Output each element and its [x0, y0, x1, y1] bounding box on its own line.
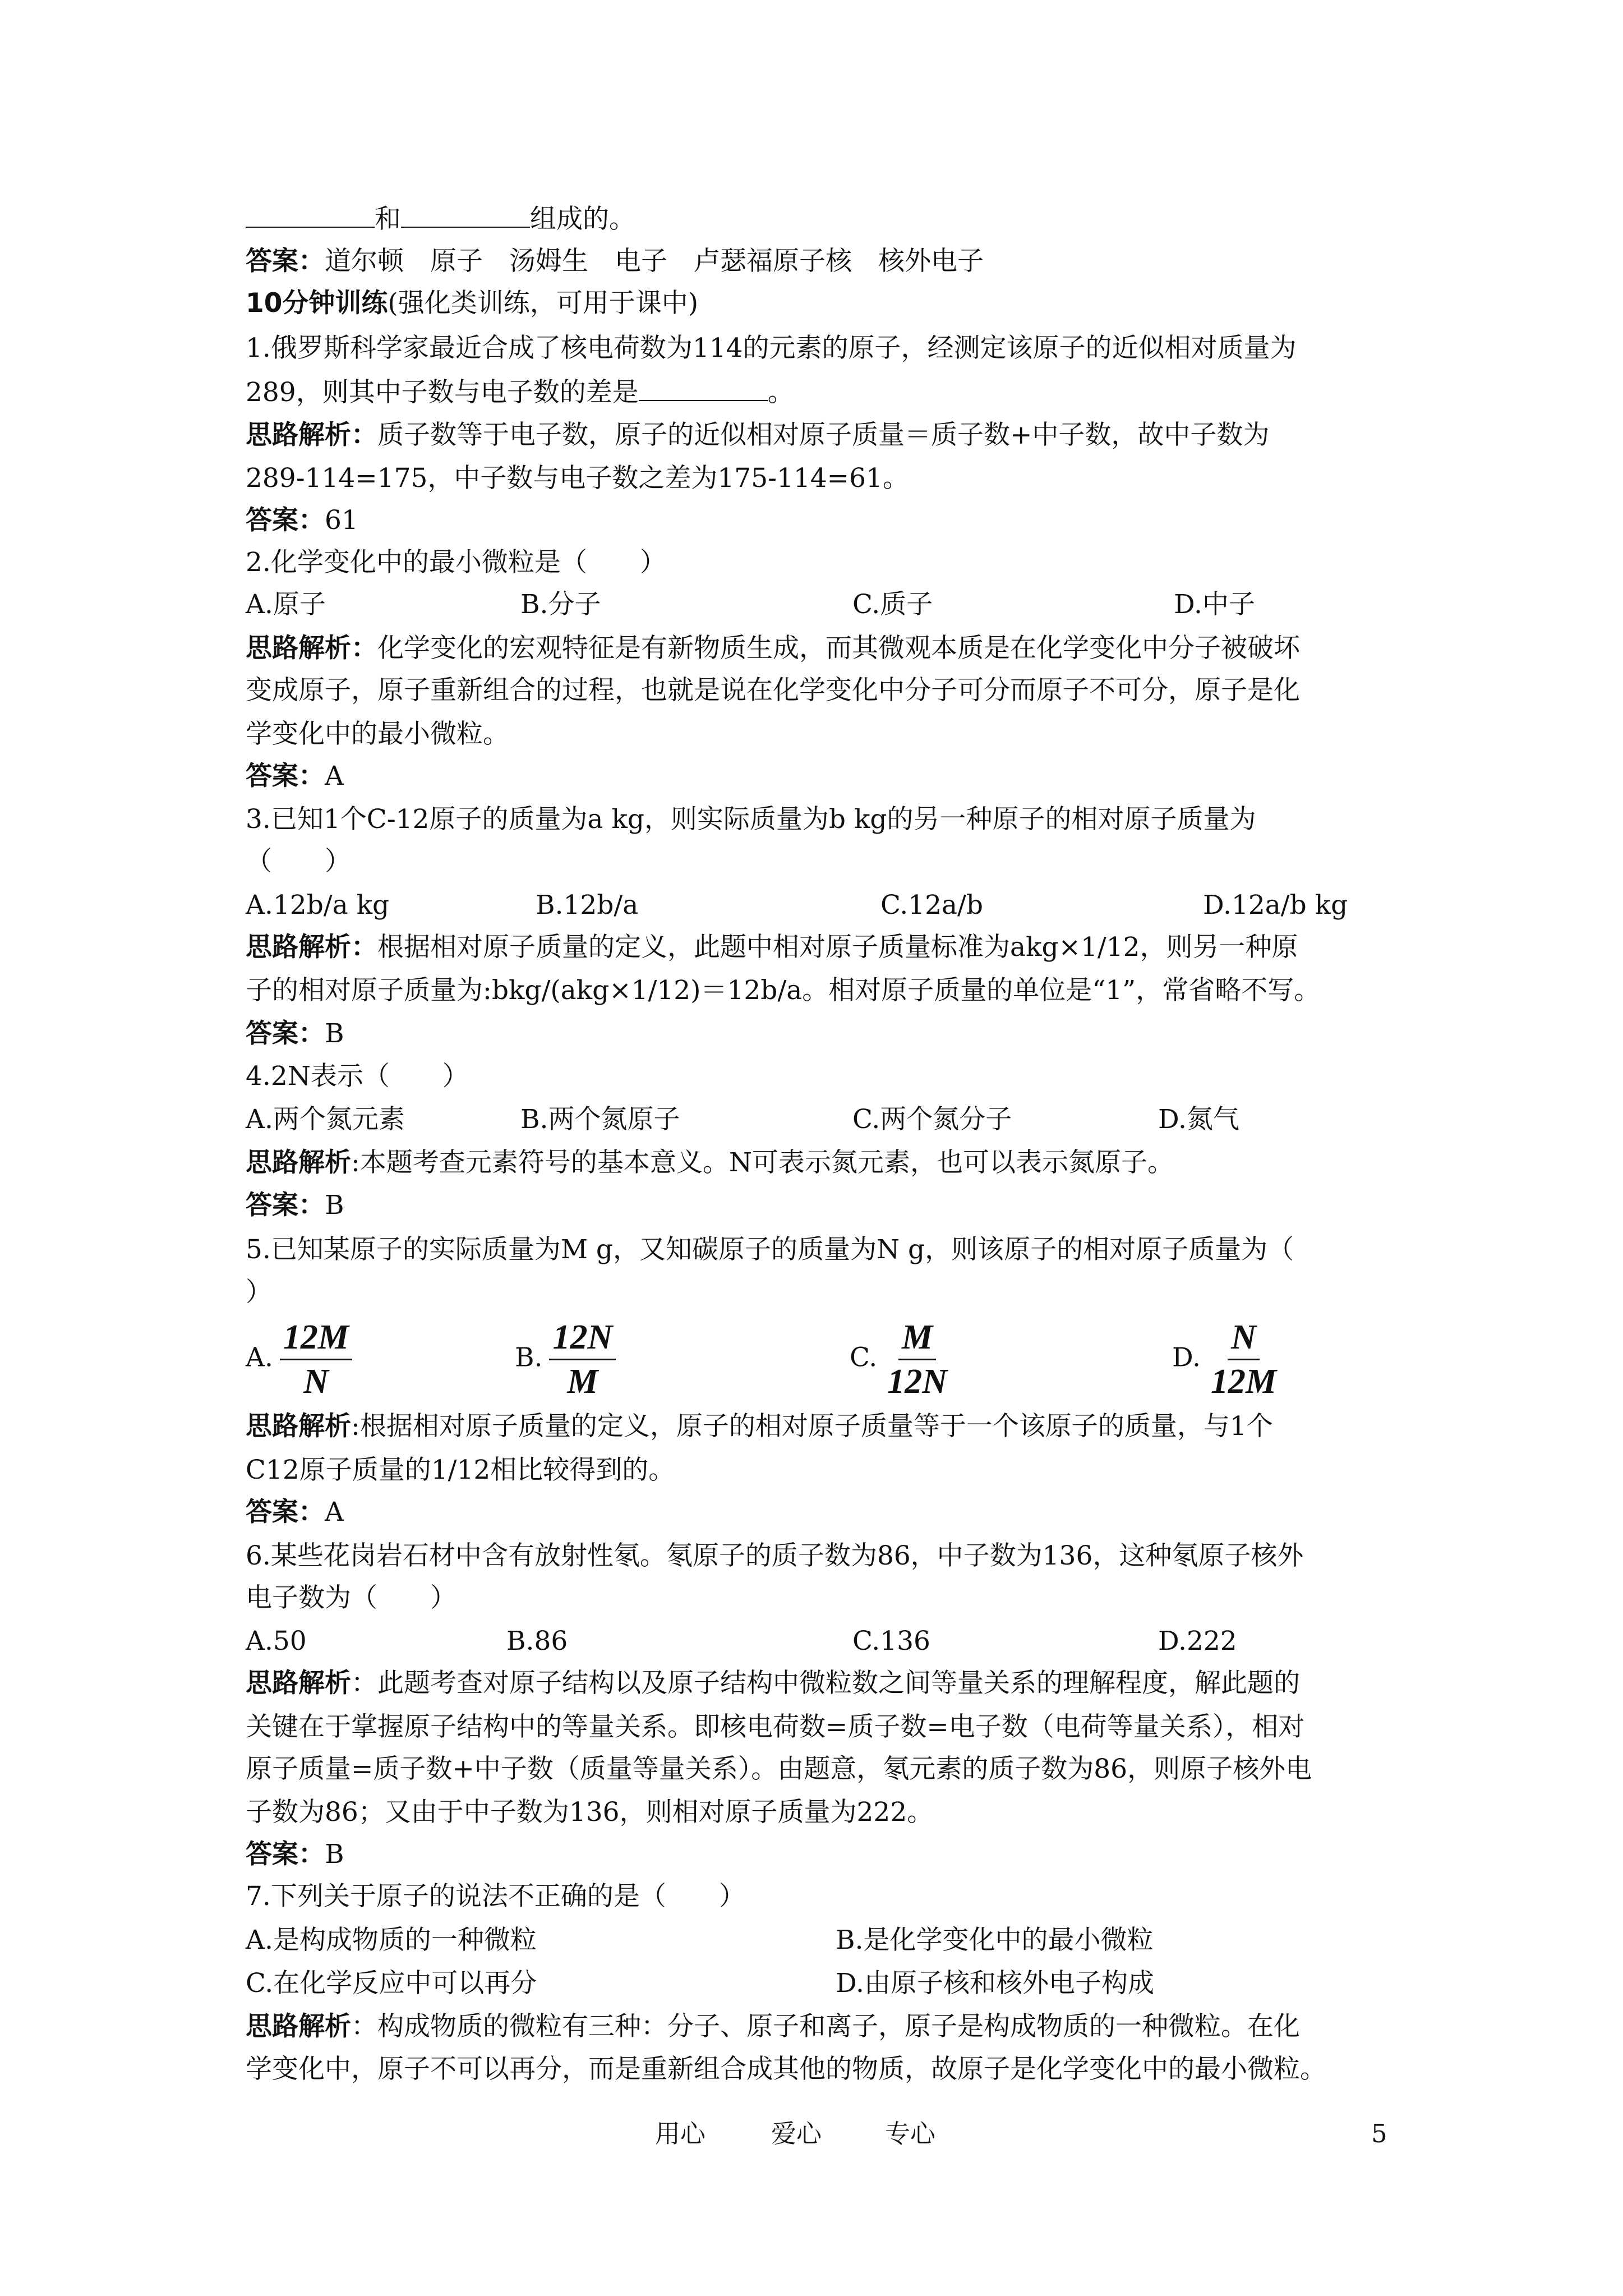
question-7-analysis: 思路解析：构成物质的微粒有三种：分子、原子和离子，原子是构成物质的一种微粒。在化 [246, 2011, 1300, 2042]
question-6-option-c: C.136 [852, 1626, 930, 1657]
question-2-option-d: D.中子 [1174, 589, 1255, 620]
question-5-analysis: 思路解析:根据相对原子质量的定义，原子的相对原子质量等于一个该原子的质量，与1个 [246, 1411, 1273, 1442]
question-5-answer: 答案：A [246, 1497, 344, 1527]
section-heading: 10分钟训练(强化类训练，可用于课中) [246, 288, 699, 319]
question-2-option-a: A.原子 [246, 589, 326, 620]
question-4-option-d: D.氮气 [1158, 1104, 1239, 1135]
question-5-analysis-cont: C12原子质量的1/12相比较得到的。 [246, 1455, 675, 1485]
question-3-stem: 3.已知1个C-12原子的质量为a kg，则实际质量为b kg的另一种原子的相对原子质量为 [246, 804, 1256, 835]
question-4-option-a: A.两个氮元素 [246, 1104, 405, 1135]
fraction-numerator: 12M [280, 1317, 352, 1360]
blank-line [639, 374, 768, 401]
question-6-option-b: B.86 [506, 1626, 568, 1657]
question-6-analysis-cont: 子数为86；又由于中子数为136，则相对原子质量为222。 [246, 1797, 934, 1828]
question-6-stem: 6.某些花岗岩石材中含有放射性氡。氡原子的质子数为86，中子数为136，这种氡原子核外 [246, 1540, 1304, 1571]
footer-motto-1: 用心 [655, 2119, 706, 2148]
question-2-analysis-cont: 变成原子，原子重新组合的过程，也就是说在化学变化中分子可分而原子不可分，原子是化 [246, 675, 1300, 706]
footer-motto-3: 专心 [885, 2119, 936, 2148]
question-2-stem: 2.化学变化中的最小微粒是（ ） [246, 547, 666, 578]
question-2-analysis: 思路解析：化学变化的宏观特征是有新物质生成，而其微观本质是在化学变化中分子被破坏 [246, 633, 1300, 664]
question-6-answer: 答案：B [246, 1839, 344, 1870]
question-2-option-c: C.质子 [852, 589, 933, 620]
question-2-analysis-cont: 学变化中的最小微粒。 [246, 719, 509, 749]
fraction [1207, 1317, 1280, 1402]
intro-answer: 答案：道尔顿 原子 汤姆生 电子 卢瑟福原子核 核外电子 [246, 246, 984, 277]
question-1-stem-cont: 289，则其中子数与电子数的差是 。 [246, 374, 1384, 410]
question-2-answer: 答案：A [246, 761, 344, 792]
fraction-numerator: 12N [549, 1317, 616, 1360]
question-7-analysis-cont: 学变化中，原子不可以再分，而是重新组合成其他的物质，故原子是化学变化中的最小微粒。 [246, 2054, 1326, 2085]
question-2-option-b: B.分子 [520, 589, 601, 620]
question-7-stem: 7.下列关于原子的说法不正确的是（ ） [246, 1881, 745, 1912]
question-3-option-b: B.12b/a [536, 890, 639, 921]
question-7-option-d: D.由原子核和核外电子构成 [836, 1968, 1154, 1999]
question-6-analysis-cont: 原子质量=质子数+中子数（质量等量关系）。由题意，氡元素的质子数为86，则原子核外电 [246, 1754, 1312, 1784]
fraction [280, 1317, 352, 1402]
question-6-analysis-cont: 关键在于掌握原子结构中的等量关系。即核电荷数=质子数=电子数（电荷等量关系），相对 [246, 1711, 1305, 1742]
footer-motto-2: 爱心 [771, 2119, 822, 2148]
question-3-answer: 答案：B [246, 1018, 344, 1049]
question-1-analysis-cont: 289-114=175，中子数与电子数之差为175-114=61。 [246, 463, 909, 494]
question-5-option-b: B. $\frac{12N}{M}$ [515, 1317, 616, 1402]
question-3-stem-cont: （ ） [246, 846, 351, 877]
fraction [549, 1317, 616, 1402]
blank-line [246, 201, 375, 228]
blank-line [401, 201, 530, 228]
question-1-analysis: 思路解析：质子数等于电子数，原子的近似相对原子质量＝质子数+中子数，故中子数为 [246, 420, 1270, 450]
fraction-denominator: 12N [887, 1363, 948, 1401]
question-7-option-a: A.是构成物质的一种微粒 [246, 1925, 537, 1955]
fraction-numerator: N [1228, 1317, 1260, 1360]
question-7-option-c: C.在化学反应中可以再分 [246, 1968, 537, 1999]
question-3-option-a: A.12b/a kg [246, 890, 390, 921]
question-1-stem: 1.俄罗斯科学家最近合成了核电荷数为114的元素的原子，经测定该原子的近似相对质量为 [246, 333, 1297, 364]
question-4-option-b: B.两个氮原子 [520, 1104, 680, 1135]
fraction-denominator: M [567, 1363, 598, 1401]
question-6-option-a: A.50 [246, 1626, 307, 1657]
page-number: 5 [1371, 2119, 1387, 2148]
question-4-answer: 答案：B [246, 1190, 344, 1221]
question-3-analysis-cont: 子的相对原子质量为:bkg/(akg×1/12)＝12b/a。相对原子质量的单位是“1”，常省略不写。 [246, 975, 1321, 1006]
question-4-analysis: 思路解析:本题考查元素符号的基本意义。N可表示氮元素，也可以表示氮原子。 [246, 1147, 1174, 1178]
fraction [884, 1317, 951, 1402]
question-3-analysis: 思路解析：根据相对原子质量的定义，此题中相对原子质量标准为akg×1/12，则另一种原 [246, 932, 1298, 963]
question-7-option-b: B.是化学变化中的最小微粒 [836, 1925, 1154, 1955]
question-3-option-c: C.12a/b [880, 890, 983, 921]
question-6-option-d: D.222 [1158, 1626, 1237, 1657]
question-4-stem: 4.2N表示（ ） [246, 1061, 469, 1092]
question-5-option-a: A. $\frac{12M}{N}$ [246, 1317, 352, 1402]
fraction-denominator: 12M [1210, 1363, 1277, 1401]
question-5-stem-cont: ） [246, 1277, 272, 1308]
fraction-numerator: M [898, 1317, 936, 1360]
fraction-denominator: N [303, 1363, 329, 1401]
question-3-option-d: D.12a/b kg [1203, 890, 1348, 921]
question-6-analysis: 思路解析：此题考查对原子结构以及原子结构中微粒数之间等量关系的理解程度，解此题的 [246, 1668, 1300, 1699]
question-4-option-c: C.两个氮分子 [852, 1104, 1012, 1135]
question-5-option-c: C. $\frac{M}{12N}$ [850, 1317, 951, 1402]
question-5-stem: 5.已知某原子的实际质量为M g，又知碳原子的质量为N g，则该原子的相对原子质量为（ [246, 1234, 1294, 1265]
intro-fill-line: 和 组成的。 [246, 201, 1384, 237]
question-5-option-d: D. $\frac{N}{12M}$ [1172, 1317, 1280, 1402]
question-1-answer: 答案：61 [246, 505, 358, 536]
question-6-stem-cont: 电子数为（ ） [246, 1582, 457, 1613]
